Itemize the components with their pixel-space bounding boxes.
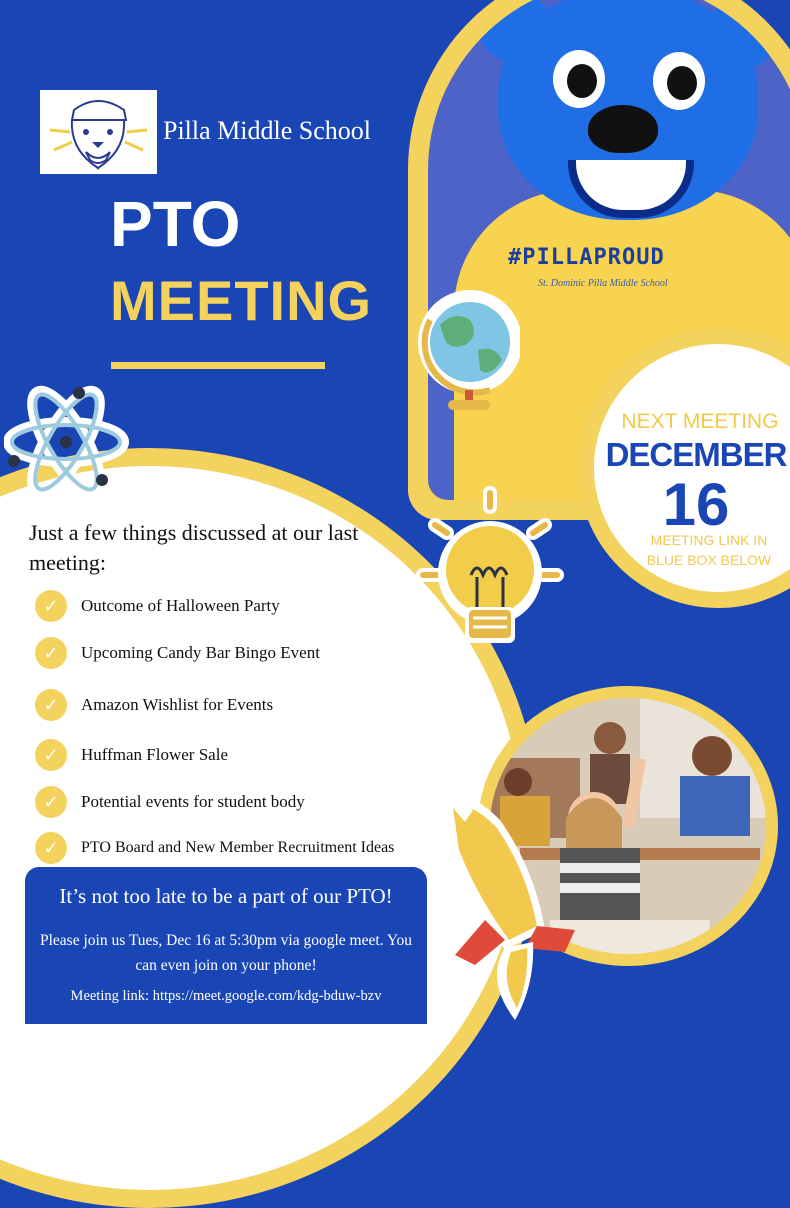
list-item-text: Upcoming Candy Bar Bingo Event (81, 643, 320, 662)
next-meeting-label: NEXT MEETING (621, 410, 779, 433)
list-item-text: Outcome of Halloween Party (81, 596, 280, 615)
list-item (35, 637, 320, 669)
meeting-link-note-line2: BLUE BOX BELOW (646, 552, 772, 568)
join-box-headline: It’s not too late to be a part of our PTO! (59, 884, 393, 908)
list-item-text: Amazon Wishlist for Events (81, 695, 274, 714)
mascot-nose (588, 105, 658, 153)
meeting-link-note-line1: MEETING LINK IN (650, 532, 768, 548)
title-pto: PTO (110, 188, 241, 260)
next-meeting-day: 16 (662, 471, 730, 538)
check-icon: ✓ (35, 637, 67, 669)
check-icon: ✓ (35, 590, 67, 622)
mascot-eye-left (553, 50, 605, 108)
check-icon: ✓ (35, 689, 67, 721)
title-meeting: MEETING (110, 269, 373, 332)
list-item-text: Huffman Flower Sale (81, 745, 228, 764)
meeting-link-note (634, 530, 784, 570)
atom-icon (4, 385, 134, 500)
globe-icon (410, 290, 520, 415)
check-icon: ✓ (35, 786, 67, 818)
discussed-intro: Just a few things discussed at our last meeting: (29, 520, 359, 575)
title-divider (111, 362, 325, 369)
mascot-eye-right (653, 52, 705, 110)
school-name: Pilla Middle School (163, 116, 371, 145)
list-item (35, 739, 228, 771)
join-box-body: Please join us Tues, Dec 16 at 5:30pm via google meet. You can even join on your phone! (40, 932, 412, 974)
mascot-shirt-subtext: St. Dominic Pilla Middle School (538, 278, 668, 289)
lightbulb-icon (415, 485, 565, 660)
list-item (35, 689, 273, 721)
list-item (35, 590, 280, 622)
check-icon: ✓ (35, 739, 67, 771)
check-icon: ✓ (35, 832, 67, 864)
list-item (35, 786, 305, 818)
next-meeting-month: DECEMBER (605, 436, 787, 473)
rocket-icon (425, 780, 585, 1024)
mascot-shirt-text: #PILLAPROUD (508, 245, 665, 270)
meeting-link[interactable]: Meeting link: https://meet.google.com/kdg-bduw-bzv (70, 988, 382, 1004)
list-item (35, 832, 394, 864)
panther-logo-icon (40, 90, 157, 174)
list-item-text: PTO Board and New Member Recruitment Ideas (81, 839, 395, 856)
list-item-text: Potential events for student body (81, 792, 305, 811)
school-logo (40, 90, 157, 174)
